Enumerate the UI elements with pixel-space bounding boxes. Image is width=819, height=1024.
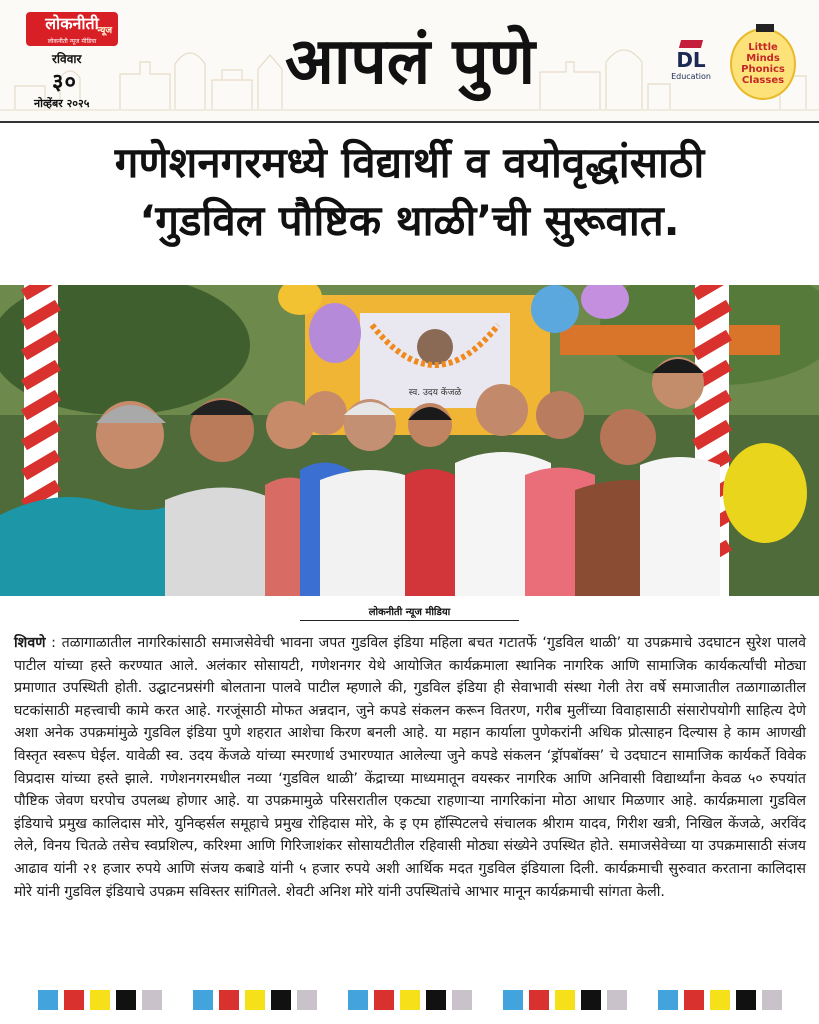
headline-line-1: गणेशनगरमध्ये विद्यार्थी व वयोवृद्धांसाठी bbox=[114, 138, 705, 187]
color-swatch bbox=[142, 990, 162, 1010]
color-swatch bbox=[684, 990, 704, 1010]
little-minds-line2: Minds bbox=[746, 53, 780, 64]
color-swatch bbox=[503, 990, 523, 1010]
color-swatch bbox=[38, 990, 58, 1010]
color-swatch bbox=[348, 990, 368, 1010]
color-swatch bbox=[219, 990, 239, 1010]
print-color-bar bbox=[38, 990, 798, 1012]
balloon-purple bbox=[309, 303, 361, 363]
color-swatch bbox=[452, 990, 472, 1010]
newspaper-tagline: लोकनीती न्यूज मीडिया bbox=[47, 38, 97, 45]
newspaper-brand-sub: न्यूज bbox=[97, 26, 112, 36]
little-minds-logo bbox=[730, 28, 796, 100]
dl-logo-text: DL bbox=[676, 48, 706, 72]
masthead-divider bbox=[0, 121, 819, 123]
balloon-blue bbox=[531, 285, 579, 333]
color-swatch bbox=[581, 990, 601, 1010]
newspaper-logo bbox=[26, 12, 118, 46]
color-swatch bbox=[271, 990, 291, 1010]
color-swatch bbox=[710, 990, 730, 1010]
color-swatch bbox=[90, 990, 110, 1010]
color-swatch bbox=[245, 990, 265, 1010]
little-minds-line3: Phonics bbox=[741, 64, 785, 75]
issue-month-year: नोव्हेंबर २०२५ bbox=[34, 97, 90, 110]
color-swatch bbox=[736, 990, 756, 1010]
balloon-yellow-large bbox=[723, 443, 807, 543]
article-headline bbox=[0, 134, 819, 250]
color-swatch bbox=[529, 990, 549, 1010]
credit-underline bbox=[300, 620, 519, 621]
color-swatch bbox=[762, 990, 782, 1010]
issue-date: ३० bbox=[52, 70, 77, 95]
event-photo-illustration bbox=[0, 285, 819, 596]
color-swatch bbox=[297, 990, 317, 1010]
headline-line-2: ‘गुडविल पौष्टिक थाळी’ची सुरूवात. bbox=[139, 196, 680, 245]
striped-pole-left bbox=[24, 285, 58, 525]
graduation-cap-icon bbox=[679, 40, 703, 48]
color-swatch bbox=[607, 990, 627, 1010]
color-swatch bbox=[64, 990, 84, 1010]
newspaper-brand-name: लोकनीती bbox=[45, 14, 99, 33]
photo-credit: लोकनीती न्यूज मीडिया bbox=[368, 607, 451, 618]
color-swatch bbox=[555, 990, 575, 1010]
mortarboard-icon bbox=[756, 24, 774, 32]
page-title: आपलं पुणे bbox=[284, 25, 536, 99]
article-body bbox=[14, 632, 806, 903]
article-text: : तळागाळातील नागरिकांसाठी समाजसेवेची भावना जपत गुडविल इंडिया महिला बचत गटातर्फे ‘गुडविल थाळी’ या उपक्रमाचे उदघाटन सुरेश पालवे पाटील यांच्या हस्ते करण्यात आले. अलंकार सोसायटी, गणेशनगर येथे आयोजित कार्यक्रमाला स्थानिक नागरिक आणि सामाजिक कार्यकर्त्यांची मोठ्या प्रमाणात उपस्थिती होती. उद्घाटनप्रसंगी बोलताना पालवे पाटील म्हणाले की, गुडविल इंडिया ही सेवाभावी संस्था गेली तेरा वर्षे समाजातील तळागाळातील घटकांसाठी महत्त्वाची कामे करत आहे. गरजूंसाठी मोफत अन्नदान, जुने कपडे संकलन करून वितरण, गरीब मुलींच्या विवाहासाठी संसारोपयोगी साहित्य देणे अशा अनेक उपक्रमांमुळे गुडविल इंडिया पुणे शहरात आशेचा किरण बनली आहे. या महान कार्याला पुणेकरांनी अधिक प्रोत्साहन दिल्यास हे काम आणखी विस्तृत स्वरूप घेईल. यावेळी स्व. उदय केंजळे यांच्या स्मरणार्थ उभारण्यात आलेल्या जुने कपडे संकलन ‘ड्रॉपबॉक्स’ चे उदघाटन सामाजिक कार्यकर्ते विवेक विप्रदास यांच्या हस्ते झाले. गणेशनगरमधील नव्या ‘गुडविल थाळी’ केंद्राच्या माध्यमातून वयस्कर नागरिक आणि अनिवासी विद्यार्थ्यांना केवळ ५० रुपयांत पौष्टिक जेवण घरपोच उपलब्ध होणार आहे. या उपक्रमामुळे परिसरातील एकट्या राहणाऱ्या नागरिकांना मोठा आधार मिळणार आहे. कार्यक्रमाला गुडविल इंडियाचे प्रमुख कालिदास मोरे, युनिव्हर्सल समूहाचे प्रमुख रोहिदास मोरे, के इ एम हॉस्पिटलचे संचालक श्रीराम यादव, गिरीश खत्री, निखिल केंजळे, अरविंद लेले, विनय चितळे तसेच स्वप्रशिल्प, करिश्मा आणि गिरिजाशंकर सोसायटीतील रहिवासी मोठ्या संख्येने उपस्थित होते. समाजसेवेच्या या उपक्रमासाठी संजय आढाव यांनी २१ हजार रुपये आणि संजय कबाडे यांनी ५ हजार रुपये अशी आर्थिक मदत गुडविल इंडियाला दिली. कार्यक्रमाची सुरुवात करताना कालिदास मोरे यांनी गुडविल इंडियाचे उपक्रम सविस्तर सांगितले. शेवटी अनिश मोरे यांनी उपस्थितांचे आभार मानून कार्यक्रमाची सांगता केली. bbox=[14, 635, 806, 900]
article-dateline: शिवणे bbox=[14, 635, 46, 651]
banner-text: स्व. उदय केंजळे bbox=[408, 388, 462, 398]
color-swatch bbox=[374, 990, 394, 1010]
color-swatch bbox=[658, 990, 678, 1010]
color-swatch bbox=[400, 990, 420, 1010]
color-swatch bbox=[116, 990, 136, 1010]
little-minds-line4: Classes bbox=[741, 75, 785, 86]
masthead bbox=[0, 0, 819, 122]
issue-day: रविवार bbox=[52, 52, 82, 66]
little-minds-line1: Little bbox=[748, 42, 778, 53]
color-swatch bbox=[193, 990, 213, 1010]
color-swatch bbox=[426, 990, 446, 1010]
dl-education-logo bbox=[666, 40, 716, 84]
dl-logo-sub: Education bbox=[671, 72, 711, 81]
event-photo bbox=[0, 285, 819, 596]
